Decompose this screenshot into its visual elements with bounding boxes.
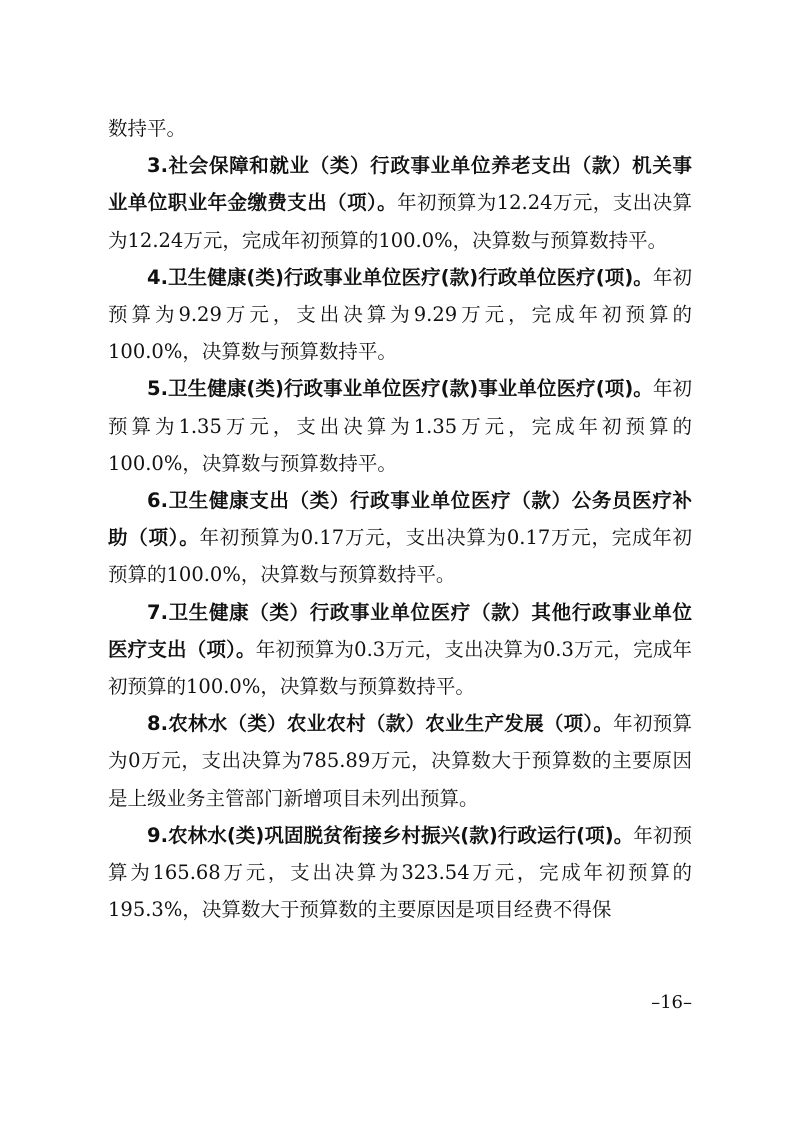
paragraph-body: 年初预算为12.24万元，支出决算为12.24万元，完成年初预算的100.0%，决算数与预算数持平。 xyxy=(108,191,692,252)
paragraph-body: 年初预算为0.3万元，支出决算为0.3万元，完成年初预算的100.0%，决算数与预算数持平。 xyxy=(108,637,692,699)
paragraph-item-6 xyxy=(108,482,692,594)
paragraph-heading: 6.卫生健康支出（类）行政事业单位医疗（款）公务员医疗补助（项）。 xyxy=(108,489,692,550)
paragraph-body: 年初预算为9.29万元，支出决算为9.29万元，完成年初预算的100.0%，决算数与预算数持平。 xyxy=(108,265,692,364)
body-text xyxy=(108,110,692,928)
page-number: –16– xyxy=(651,992,692,1013)
paragraph-body: 年初预算为0万元，支出决算为785.89万元，决算数大于预算数的主要原因是上级业务主管部门新增项目未列出预算。 xyxy=(108,712,692,810)
continuation-text: 数持平。 xyxy=(108,117,187,140)
paragraph-item-8 xyxy=(108,705,692,817)
paragraph-item-7 xyxy=(108,594,692,706)
paragraph-heading: 7.卫生健康（类）行政事业单位医疗（款）其他行政事业单位医疗支出（项）。 xyxy=(108,600,692,661)
paragraph-heading: 4.卫生健康(类)行政事业单位医疗(款)行政单位医疗(项)。 xyxy=(147,265,653,289)
paragraph-heading: 5.卫生健康(类)行政事业单位医疗(款)事业单位医疗(项)。 xyxy=(147,377,653,401)
paragraph-body: 年初预算为1.35万元，支出决算为1.35万元，完成年初预算的100.0%，决算数与预算数持平。 xyxy=(108,377,692,475)
paragraph-heading: 3.社会保障和就业（类）行政事业单位养老支出（款）机关事业单位职业年金缴费支出（项）。 xyxy=(108,154,692,215)
paragraph-item-3 xyxy=(108,147,692,259)
paragraph-heading: 9.农林水(类)巩固脱贫衔接乡村振兴(款)行政运行(项)。 xyxy=(147,823,634,847)
paragraph-item-5 xyxy=(108,370,692,482)
paragraph-heading: 8.农林水（类）农业农村（款）农业生产发展（项）。 xyxy=(147,712,614,736)
paragraph-item-4 xyxy=(108,259,692,371)
paragraph-item-9 xyxy=(108,817,692,929)
paragraph-body: 年初预算为0.17万元，支出决算为0.17万元，完成年初预算的100.0%，决算数与预算数持平。 xyxy=(108,526,692,587)
paragraph-body: 年初预算为165.68万元，支出决算为323.54万元，完成年初预算的195.3%，决算数大于预算数的主要原因是项目经费不得保 xyxy=(108,823,692,922)
